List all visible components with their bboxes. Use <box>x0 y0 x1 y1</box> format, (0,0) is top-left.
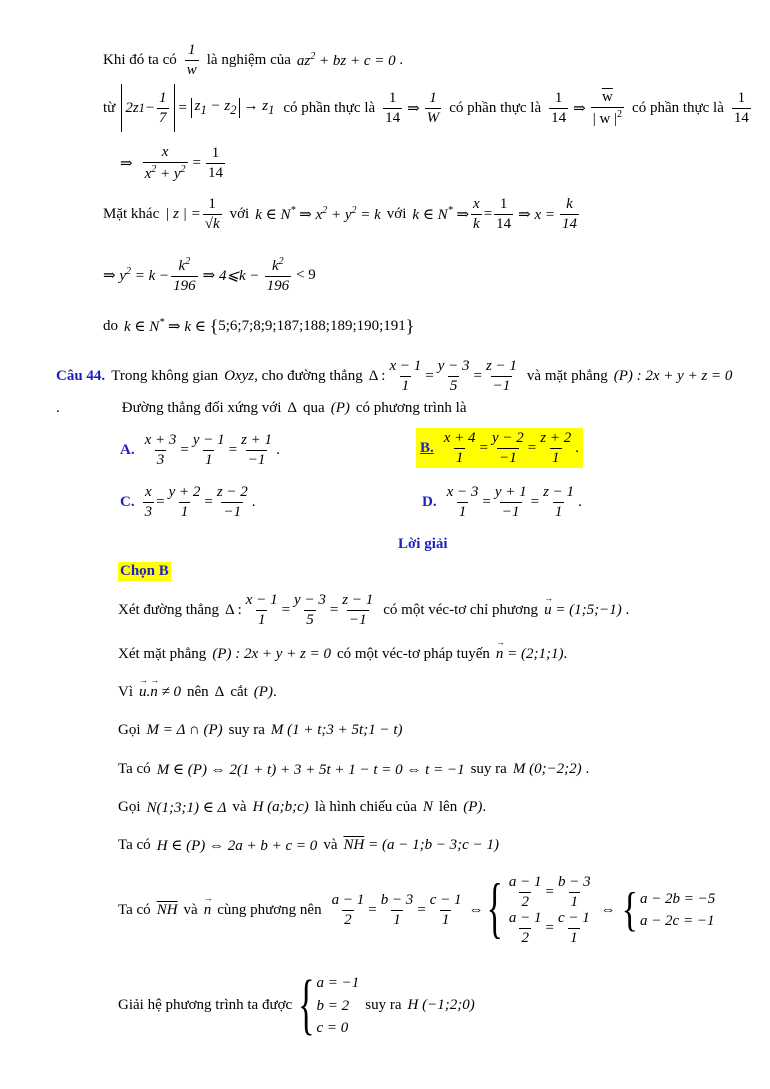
option-b[interactable]: B. $\frac{x + 4}{1}$ = $\frac{y - 2}{-1}$ = $\frac{z + 2}{1}$ . <box>416 428 583 468</box>
heading: Lời giải <box>398 536 448 552</box>
question-44: Câu 44. Trong không gian Oxyz , cho đường thẳng Δ : $\frac{x - 1}{1}$ = $\frac{y - 3}{5}$ = $\frac{z - 1}{-1}$ và mặt phẳng (P) : 2x + y + z = 0 <box>56 358 733 394</box>
option-c[interactable]: C. $\frac{x}{3}$ = $\frac{y + 2}{1}$ = $\frac{z - 2}{-1}$ . <box>120 484 256 520</box>
text: có phần thực là <box>449 99 542 116</box>
line-1: Khi đó ta có $\frac{1}{w}$ là nghiệm của $az^2$ + bz + c = 0 . <box>103 42 404 78</box>
text: Vì <box>118 684 133 700</box>
text: với <box>386 205 407 222</box>
line-4: Mặt khác | z | = $\frac{1}{√k}$ với k ∈ N* ⇒ $x^2 + y^2 = k$ với k ∈ N* ⇒ $\frac{x}{k}$ = $\frac{1}{14}$ ⇒ x = $\frac{k}{14}$ <box>103 196 578 232</box>
text: có một véc-tơ pháp tuyến <box>336 646 490 662</box>
text: . <box>56 400 60 416</box>
math: 2z 1 − $\frac{1}{7}$ <box>121 84 174 132</box>
math-frac: $\frac{1}{w}$ <box>186 42 197 78</box>
step-9: Giải hệ phương trình ta được { a = −1 b = 2 c = 0 suy ra H (−1;2;0) <box>118 967 475 1042</box>
text: Ta có <box>118 901 151 918</box>
math-frac: $\frac{1}{14}$ <box>733 90 749 126</box>
solution-heading <box>398 536 448 553</box>
text: Trong không gian <box>111 367 219 384</box>
step-4: Gọi M = Δ ∩ (P) suy ra M (1 + t;3 + 5t;1 − t) <box>118 722 403 738</box>
math: $az^2$ + bz + c = 0 <box>296 50 396 69</box>
math-frac: $\frac{1}{√k}$ <box>204 196 220 232</box>
text: Ta có <box>118 837 151 853</box>
text: và <box>323 837 338 853</box>
text: suy ra <box>228 722 265 738</box>
math-frac: $\frac{1}{W}$ <box>426 90 440 126</box>
line-2: từ 2z 1 − $\frac{1}{7}$ = $z_1 - z_2$ → $z_1$ có phần thực là $\frac{1}{14}$ ⇒ $\frac{1}{W}$ có phần thực là $\frac{1}{14}$ ⇒ $\frac{\overline{w}}{| w |^2}$ có phần thực là $\frac{1}{14}$ <box>103 84 753 132</box>
text: Đường thẳng đối xứng với <box>121 400 282 416</box>
chosen-badge: Chọn B <box>120 563 169 579</box>
text: Khi đó ta có <box>103 51 177 68</box>
text: với <box>229 205 250 222</box>
equation-system: { a − 2b = −5 a − 2c = −1 <box>621 883 716 936</box>
option-d[interactable]: D. $\frac{x - 3}{1}$ = $\frac{y + 1}{-1}$ = $\frac{z - 1}{1}$ . <box>422 484 582 520</box>
text: có phần thực là <box>632 99 724 116</box>
text: và mặt phẳng <box>526 367 608 384</box>
math-frac: $\frac{1}{14}$ <box>208 145 223 181</box>
text: Xét mặt phẳng <box>118 646 207 662</box>
step-1: Xét đường thẳng Δ : $\frac{x - 1}{1}$ = $\frac{y - 3}{5}$ = $\frac{z - 1}{-1}$ có một véc-tơ chỉ phương → u = (1;5;−1) . <box>118 592 629 628</box>
text: suy ra <box>365 997 402 1014</box>
question-label: Câu 44. <box>56 367 106 384</box>
step-3: Vì → u.→ n ≠ 0 nên Δ cắt (P) . <box>118 684 277 701</box>
step-8: Ta có $\overline{NH}$ và → n cùng phương nên $\frac{a - 1}{2}$ = $\frac{b - 3}{1}$ = $\frac{c - 1}{1}$ ⇔ { $\frac{a - 1}{2}$ = $\frac{b - 3}{1}$ $\frac{a - 1}{2}$ = $\frac{c - 1}{1}$ ⇔ { a − 2b = −5 a − 2c = −1 <box>118 874 715 946</box>
text: Ta có <box>118 761 151 777</box>
text: Gọi <box>118 722 141 738</box>
text: có phương trình là <box>355 400 467 416</box>
step-2: Xét mặt phẳng (P) : 2x + y + z = 0 có một véc-tơ pháp tuyến → n = (2;1;1) . <box>118 646 567 663</box>
text: là hình chiếu của <box>314 799 417 815</box>
text: lên <box>438 799 458 815</box>
math-frac: $\frac{x}{x^2 + y^2}$ <box>144 144 186 182</box>
math-frac: $\frac{1}{14}$ <box>551 90 567 126</box>
math-frac: $\frac{k^2}{196}$ <box>173 256 196 294</box>
text: là nghiệm của <box>206 51 291 68</box>
option-label: B. <box>420 439 434 456</box>
option-label: A. <box>120 441 135 458</box>
math-frac: $\frac{x}{k}$ <box>473 196 480 232</box>
text: Gọi <box>118 799 141 815</box>
line-3: ⇒ $\frac{x}{x^2 + y^2}$ = $\frac{1}{14}$ <box>120 144 223 182</box>
text: cắt <box>230 684 248 700</box>
text: Giải hệ phương trình ta được <box>118 997 293 1014</box>
chosen-answer <box>118 562 171 581</box>
math-frac: $\frac{k^2}{196}$ <box>266 256 290 294</box>
step-5: Ta có M ∈ (P) ⇔ 2(1 + t) + 3 + 5t + 1 − t = 0 ⇔ t = −1 suy ra M (0;−2;2) . <box>118 761 590 778</box>
text: và <box>183 901 198 918</box>
text: từ <box>103 99 116 116</box>
math-frac: $\frac{1}{14}$ <box>496 196 512 232</box>
text: suy ra <box>470 761 507 777</box>
line-5: ⇒ $y^2 = k$ − $\frac{k^2}{196}$ ⇒ 4⩽k − $\frac{k^2}{196}$ < 9 <box>103 256 316 294</box>
text: có phần thực là <box>283 99 376 116</box>
math-frac: $\frac{\overline{w}}{| w |^2}$ <box>592 89 623 127</box>
text: nên <box>186 684 209 700</box>
math: $z_1 - z_2$ <box>191 98 241 118</box>
text: Xét đường thẳng <box>118 601 220 618</box>
option-a[interactable]: A. $\frac{x + 3}{3}$ = $\frac{y - 1}{1}$ = $\frac{z + 1}{-1}$ . <box>120 432 280 468</box>
text: có một véc-tơ chỉ phương <box>383 601 539 618</box>
text: do <box>103 318 118 334</box>
text: qua <box>303 400 325 416</box>
math-frac: $\frac{1}{14}$ <box>385 90 401 126</box>
text: và <box>232 799 247 815</box>
text: , cho đường thẳng <box>254 367 363 384</box>
math-frac: $\frac{k}{14}$ <box>562 196 578 232</box>
text: cùng phương nên <box>217 901 322 918</box>
line-6: do k ∈ N* ⇒ k ∈ { 5;6;7;8;9;187;188;189;190;191 } <box>103 316 415 336</box>
text: Mặt khác <box>103 205 160 222</box>
step-7: Ta có H ∈ (P) ⇔ 2a + b + c = 0 và $\overline{NH} = (a$ − 1;b − 3;c − 1) <box>118 837 499 854</box>
step-6: Gọi N(1;3;1) ∈ Δ và H (a;b;c) là hình chiếu của N lên (P) . <box>118 799 487 816</box>
option-label: C. <box>120 493 135 510</box>
equation-system: { $\frac{a - 1}{2}$ = $\frac{b - 3}{1}$ $\frac{a - 1}{2}$ = $\frac{c - 1}{1}$ <box>486 872 591 946</box>
question-44-cont: . Đường thẳng đối xứng với Δ qua (P) có phương trình là <box>56 400 467 416</box>
equation-system: { a = −1 b = 2 c = 0 <box>298 967 360 1042</box>
option-label: D. <box>422 493 437 510</box>
